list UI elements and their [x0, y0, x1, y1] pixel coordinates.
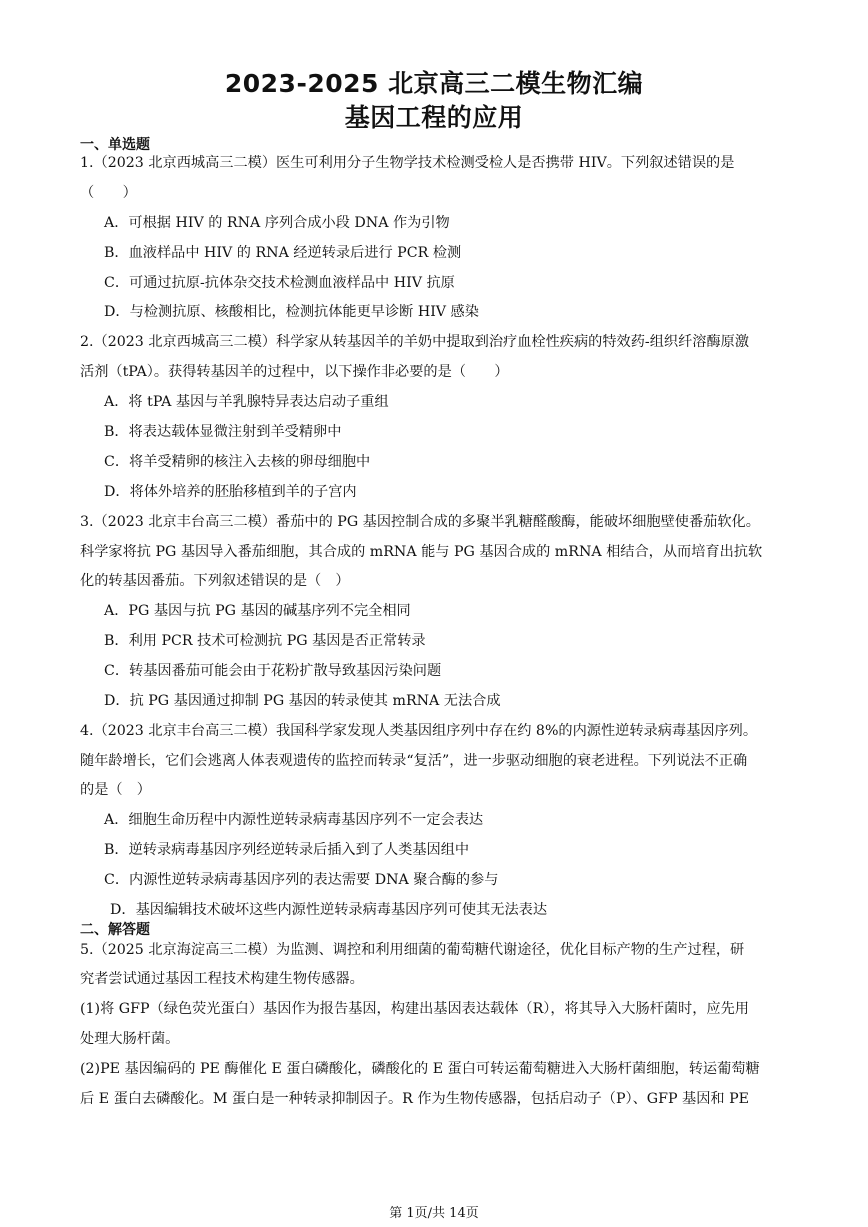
- question-5-part-1-cont: 处理大肠杆菌。: [80, 1031, 180, 1047]
- question-2-option-b: B．将表达载体显微注射到羊受精卵中: [104, 424, 342, 440]
- question-4-stem: 4.（2023 北京丰台高三二模）我国科学家发现人类基因组序列中存在约 8%的内源性逆转录病毒基因序列。: [80, 723, 758, 739]
- page-number-footer: 第 1页/共 14页: [389, 1206, 479, 1221]
- question-5-part-1: (1)将 GFP（绿色荧光蛋白）基因作为报告基因，构建出基因表达载体（R），将其导入大肠杆菌时，应先用: [80, 1001, 749, 1017]
- question-4-option-a: A．细胞生命历程中内源性逆转录病毒基因序列不一定会表达: [104, 812, 484, 828]
- question-3-stem-end: 化的转基因番茄。下列叙述错误的是（ ）: [80, 573, 350, 589]
- question-5-stem-cont: 究者尝试通过基因工程技术构建生物传感器。: [80, 971, 364, 987]
- question-1-option-c: C．可通过抗原-抗体杂交技术检测血液样品中 HIV 抗原: [104, 275, 455, 291]
- question-2-option-d: D．将体外培养的胚胎移植到羊的子宫内: [104, 484, 357, 500]
- question-3-stem: 3.（2023 北京丰台高三二模）番茄中的 PG 基因控制合成的多聚半乳糖醛酸酶，能破坏细胞壁使番茄软化。: [80, 514, 760, 530]
- question-1-option-a: A．可根据 HIV 的 RNA 序列合成小段 DNA 作为引物: [104, 215, 450, 231]
- question-1-option-d: D．与检测抗原、核酸相比，检测抗体能更早诊断 HIV 感染: [104, 304, 479, 320]
- question-2-option-a: A．将 tPA 基因与羊乳腺特异表达启动子重组: [104, 394, 389, 410]
- question-3-option-d: D．抗 PG 基因通过抑制 PG 基因的转录使其 mRNA 无法合成: [104, 693, 501, 709]
- question-3-stem-cont: 科学家将抗 PG 基因导入番茄细胞，其合成的 mRNA 能与 PG 基因合成的 mRNA 相结合，从而培育出抗软: [80, 544, 763, 560]
- question-2-stem: 2.（2023 北京西城高三二模）科学家从转基因羊的羊奶中提取到治疗血栓性疾病的特效药-组织纤溶酶原激: [80, 334, 750, 350]
- section-heading-single-choice: 一、单选题: [80, 137, 150, 153]
- question-4-stem-end: 的是（ ）: [80, 782, 151, 798]
- question-5-stem: 5.（2025 北京海淀高三二模）为监测、调控和利用细菌的葡萄糖代谢途径，优化目标产物的生产过程，研: [80, 942, 745, 958]
- question-4-option-c: C．内源性逆转录病毒基因序列的表达需要 DNA 聚合酶的参与: [104, 872, 499, 888]
- question-1-option-b: B．血液样品中 HIV 的 RNA 经逆转录后进行 PCR 检测: [104, 245, 462, 261]
- question-1-stem-cont: （ ）: [80, 185, 137, 201]
- question-4-stem-cont: 随年龄增长，它们会逃离人体表观遗传的监控而转录“复活”，进一步驱动细胞的衰老进程。下列说法不正确: [80, 753, 748, 769]
- question-3-option-c: C．转基因番茄可能会由于花粉扩散导致基因污染问题: [104, 663, 442, 679]
- question-2-stem-cont: 活剂（tPA）。获得转基因羊的过程中，以下操作非必要的是（ ）: [80, 364, 509, 380]
- question-5-part-2-cont: 后 E 蛋白去磷酸化。M 蛋白是一种转录抑制因子。R 作为生物传感器，包括启动子（P）、GFP 基因和 PE: [80, 1091, 750, 1107]
- question-1-stem: 1.（2023 北京西城高三二模）医生可利用分子生物学技术检测受检人是否携带 HIV。下列叙述错误的是: [80, 155, 735, 171]
- question-2-option-c: C．将羊受精卵的核注入去核的卵母细胞中: [104, 454, 371, 470]
- question-3-option-a: A．PG 基因与抗 PG 基因的碱基序列不完全相同: [104, 603, 411, 619]
- question-4-option-d: D．基因编辑技术破坏这些内源性逆转录病毒基因序列可使其无法表达: [110, 902, 548, 918]
- question-4-option-b: B．逆转录病毒基因序列经逆转录后插入到了人类基因组中: [104, 842, 470, 858]
- document-title: 2023-2025 北京高三二模生物汇编: [224, 69, 644, 98]
- section-heading-answer-questions: 二、解答题: [80, 922, 150, 938]
- document-subtitle: 基因工程的应用: [344, 103, 524, 132]
- question-3-option-b: B．利用 PCR 技术可检测抗 PG 基因是否正常转录: [104, 633, 426, 649]
- question-5-part-2: (2)PE 基因编码的 PE 酶催化 E 蛋白磷酸化，磷酸化的 E 蛋白可转运葡萄糖进入大肠杆菌细胞，转运葡萄糖: [80, 1061, 760, 1077]
